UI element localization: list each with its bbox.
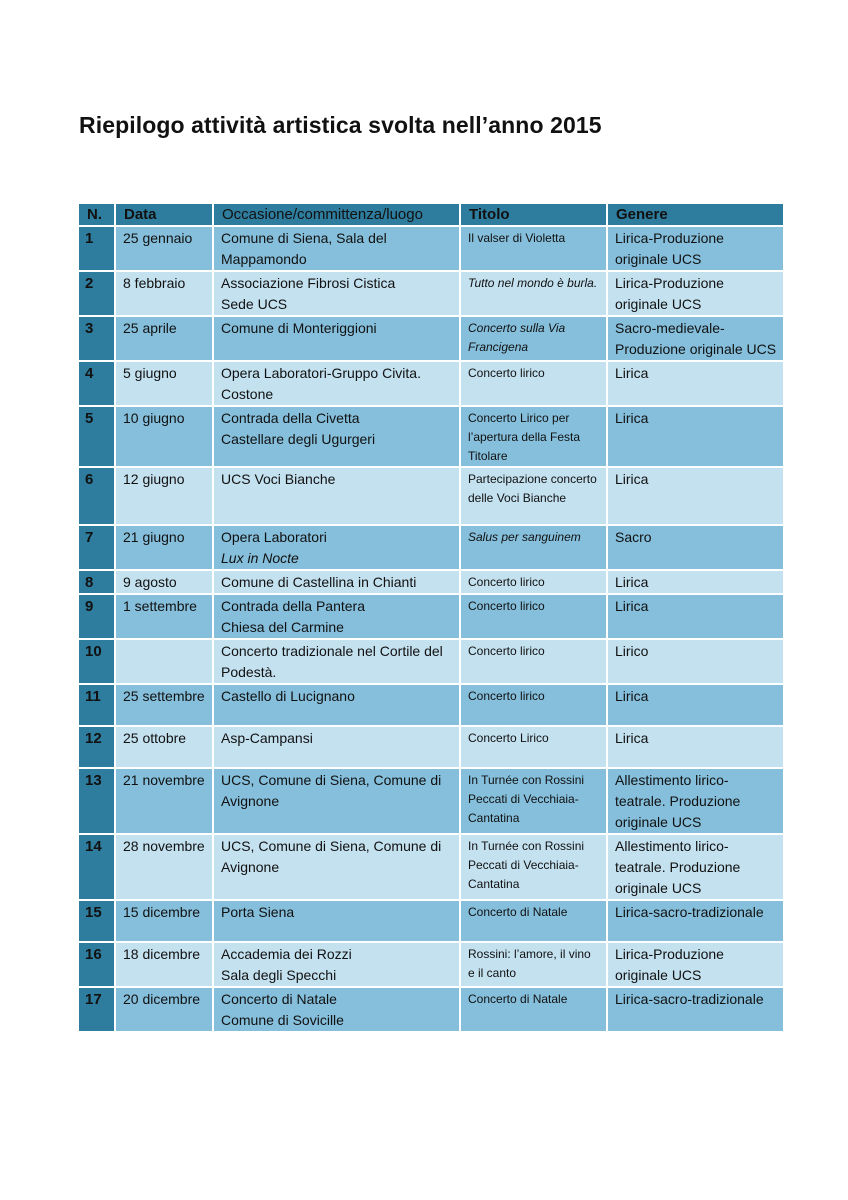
table-row <box>78 639 784 684</box>
row-title: Concerto lirico <box>460 684 607 726</box>
row-genre: Lirica <box>607 684 784 726</box>
row-title: Concerto lirico <box>460 361 607 406</box>
table-row <box>78 726 784 768</box>
row-date: 15 dicembre <box>115 900 213 942</box>
occasion-line: Sala degli Specchi <box>221 967 337 983</box>
row-date: 20 dicembre <box>115 987 213 1032</box>
row-genre: Lirica <box>607 726 784 768</box>
row-date: 25 ottobre <box>115 726 213 768</box>
header-title: Titolo <box>460 203 607 226</box>
occasion-line: Comune di Sovicille <box>221 1012 344 1028</box>
row-genre: Lirica <box>607 406 784 467</box>
row-number: 1 <box>78 226 115 271</box>
row-title: Concerto di Natale <box>460 987 607 1032</box>
occasion-line: Comune di Monteriggioni <box>221 320 377 336</box>
row-occasion <box>213 570 460 594</box>
row-occasion <box>213 639 460 684</box>
row-date: 5 giugno <box>115 361 213 406</box>
row-genre: Lirica-Produzione originale UCS <box>607 942 784 987</box>
row-occasion <box>213 467 460 525</box>
row-occasion <box>213 834 460 900</box>
row-number: 11 <box>78 684 115 726</box>
row-number: 5 <box>78 406 115 467</box>
occasion-line: UCS Voci Bianche <box>221 471 336 487</box>
row-title: Concerto sulla Via Francigena <box>460 316 607 361</box>
row-occasion <box>213 726 460 768</box>
row-genre: Sacro <box>607 525 784 570</box>
row-number: 12 <box>78 726 115 768</box>
table-row <box>78 271 784 316</box>
row-occasion <box>213 684 460 726</box>
row-number: 14 <box>78 834 115 900</box>
table-row <box>78 316 784 361</box>
occasion-line: Contrada della Civetta <box>221 410 360 426</box>
row-date <box>115 639 213 684</box>
row-genre: Lirica-sacro-tradizionale <box>607 987 784 1032</box>
row-title: Concerto Lirico <box>460 726 607 768</box>
row-number: 17 <box>78 987 115 1032</box>
row-genre: Lirico <box>607 639 784 684</box>
row-occasion <box>213 361 460 406</box>
row-occasion <box>213 271 460 316</box>
occasion-line: Associazione Fibrosi Cistica <box>221 275 396 291</box>
occasion-line: Lux in Nocte <box>221 550 299 566</box>
table-body <box>78 226 784 1032</box>
table-row <box>78 942 784 987</box>
table-row <box>78 467 784 525</box>
row-date: 9 agosto <box>115 570 213 594</box>
row-date: 25 aprile <box>115 316 213 361</box>
table-header-row <box>78 203 784 226</box>
row-title: In Turnée con Rossini Peccati di Vecchiaia-Cantatina <box>460 768 607 834</box>
row-title: Il valser di Violetta <box>460 226 607 271</box>
row-number: 10 <box>78 639 115 684</box>
header-number: N. <box>78 203 115 226</box>
row-genre: Lirica <box>607 594 784 639</box>
occasion-line: Castello di Lucignano <box>221 688 355 704</box>
header-date: Data <box>115 203 213 226</box>
occasion-line: UCS, Comune di Siena, Comune di Avignone <box>221 772 442 809</box>
row-number: 6 <box>78 467 115 525</box>
page-title: Riepilogo attività artistica svolta nell’anno 2015 <box>79 112 602 138</box>
row-number: 2 <box>78 271 115 316</box>
row-number: 3 <box>78 316 115 361</box>
occasion-line: Concerto di Natale <box>221 991 337 1007</box>
row-title: Partecipazione concerto delle Voci Bianche <box>460 467 607 525</box>
row-occasion <box>213 942 460 987</box>
row-date: 25 settembre <box>115 684 213 726</box>
occasion-line: UCS, Comune di Siena, Comune di Avignone <box>221 838 442 875</box>
occasion-line: Mappamondo <box>221 251 307 267</box>
row-date: 12 giugno <box>115 467 213 525</box>
table-row <box>78 570 784 594</box>
row-date: 18 dicembre <box>115 942 213 987</box>
row-title: Concerto lirico <box>460 639 607 684</box>
row-date: 28 novembre <box>115 834 213 900</box>
row-genre: Lirica <box>607 467 784 525</box>
row-occasion <box>213 226 460 271</box>
row-title: Concerto di Natale <box>460 900 607 942</box>
occasion-line: Comune di Castellina in Chianti <box>221 574 417 590</box>
row-genre: Lirica-sacro-tradizionale <box>607 900 784 942</box>
row-number: 9 <box>78 594 115 639</box>
row-genre: Lirica <box>607 361 784 406</box>
row-date: 25 gennaio <box>115 226 213 271</box>
row-genre: Lirica-Produzione originale UCS <box>607 226 784 271</box>
row-title: Rossini: l’amore, il vino e il canto <box>460 942 607 987</box>
row-title: Salus per sanguinem <box>460 525 607 570</box>
table-row <box>78 834 784 900</box>
occasion-line: Opera Laboratori-Gruppo Civita. <box>221 365 421 381</box>
table-row <box>78 684 784 726</box>
row-title: Concerto lirico <box>460 594 607 639</box>
occasion-line: Opera Laboratori <box>221 529 327 545</box>
occasion-line: Sede UCS <box>221 296 288 312</box>
row-date: 8 febbraio <box>115 271 213 316</box>
row-number: 15 <box>78 900 115 942</box>
table-row <box>78 900 784 942</box>
row-number: 13 <box>78 768 115 834</box>
row-date: 1 settembre <box>115 594 213 639</box>
row-genre: Allestimento lirico-teatrale. Produzione originale UCS <box>607 768 784 834</box>
row-occasion <box>213 987 460 1032</box>
table-row <box>78 594 784 639</box>
occasion-line: Chiesa del Carmine <box>221 619 344 635</box>
occasion-line: Concerto tradizionale nel Cortile del Podestà. <box>221 643 443 680</box>
row-occasion <box>213 406 460 467</box>
table-row <box>78 361 784 406</box>
activity-table <box>77 202 785 1033</box>
row-date: 21 giugno <box>115 525 213 570</box>
table-row <box>78 226 784 271</box>
row-genre: Lirica <box>607 570 784 594</box>
occasion-line: Asp-Campansi <box>221 730 313 746</box>
row-genre: Lirica-Produzione originale UCS <box>607 271 784 316</box>
occasion-line: Porta Siena <box>221 904 295 920</box>
row-occasion <box>213 594 460 639</box>
occasion-line: Costone <box>221 386 274 402</box>
row-number: 4 <box>78 361 115 406</box>
row-title: Concerto Lirico per l’apertura della Festa Titolare <box>460 406 607 467</box>
row-genre: Sacro-medievale-Produzione originale UCS <box>607 316 784 361</box>
header-genre: Genere <box>607 203 784 226</box>
row-title: In Turnée con Rossini Peccati di Vecchiaia-Cantatina <box>460 834 607 900</box>
table-row <box>78 768 784 834</box>
row-genre: Allestimento lirico-teatrale. Produzione originale UCS <box>607 834 784 900</box>
table-row <box>78 525 784 570</box>
header-occasion: Occasione/committenza/luogo <box>213 203 460 226</box>
row-date: 10 giugno <box>115 406 213 467</box>
row-title: Concerto lirico <box>460 570 607 594</box>
table-row <box>78 987 784 1032</box>
occasion-line: Comune di Siena, Sala del <box>221 230 387 246</box>
occasion-line: Accademia dei Rozzi <box>221 946 352 962</box>
row-occasion <box>213 525 460 570</box>
row-number: 16 <box>78 942 115 987</box>
row-occasion <box>213 768 460 834</box>
row-number: 7 <box>78 525 115 570</box>
occasion-line: Castellare degli Ugurgeri <box>221 431 376 447</box>
row-number: 8 <box>78 570 115 594</box>
row-occasion <box>213 316 460 361</box>
row-date: 21 novembre <box>115 768 213 834</box>
occasion-line: Contrada della Pantera <box>221 598 365 614</box>
table-row <box>78 406 784 467</box>
row-occasion <box>213 900 460 942</box>
row-title: Tutto nel mondo è burla. <box>460 271 607 316</box>
